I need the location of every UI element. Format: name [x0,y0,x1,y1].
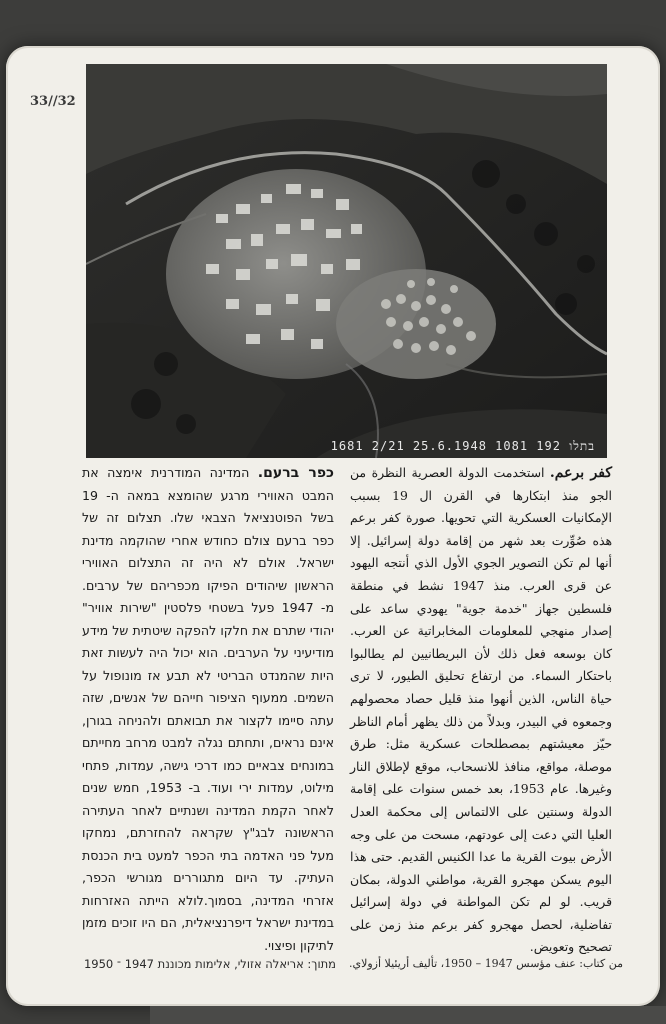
arabic-text-column [350,462,612,959]
arabic-body: استخدمت الدولة العصرية النظرة من الجو منذ ابتكارها في القرن ال 19 بسبب الإمكانيات العسكرية التي تحويها. صورة كفر برعم هذه صُوِّرت بعد شهر من إقامة دولة إسرائيل. إلا أنها لم تكن التصوير الجوي الأول الذي أنتجه اليهود عن قرى العرب. منذ 1947 نشط في منطقة فلسطين جهاز "خدمة جوية" يهودي ساعد على إصدار منهجي للمعلومات المخابراتية عن العرب. كان بوسعه فعل ذلك لأن البريطانيين لم يطالبوا باحتكار السماء. من ارتفاع تحليق الطيور، لا ترى حياة الناس، الذين أنهوا منذ قليل حصاد محصولهم وجمعوه في البيدر، وبدلاً من ذلك يظهر أمام الناظر حيّز معيشتهم بمصطلحات عسكرية مثل: طرق موصلة، مواقع، منافذ للانسحاب، موقع لإطلاق النار وغيرها. عام 1953، بعد خمس سنوات على إقامة الدولة وسنتين على الالتماس إلى محكمة العدل العليا التي دعت إلى عودتهم، مسحت من على وجه الأرض بيوت القرية ما عدا الكنيس القديم. حتى هذا اليوم يسكن مهجرو القرية، مواطني الدولة، بمكان قريب. لو لم تكن المواطنة في دولة إسرائيل تفاضلية، لحصل مهجرو كفر برعم منذ زمن على تصحيح وتعويض. [350,465,612,955]
arabic-source-citation: من كتاب: عنف مؤسس 1947 – 1950، تأليف أريئيلا أزولاي. [348,957,623,970]
aerial-photo-image [86,64,607,458]
hebrew-text-column [82,462,334,957]
page-number: 33//32 [30,94,76,109]
hebrew-source-citation: מתוך: אריאלה אזולי, אלימות מכוננת 1947 ־ 1950 [83,957,336,971]
aerial-photo [86,64,607,458]
photo-caption: 1681 2/21 25.6.1948 בתלו 192 1081 [330,439,595,453]
page-bottom-edge [150,1006,666,1024]
hebrew-body: המדינה המודרנית אימצה את המבט האווירי מרגע שהומצא במאה ה- 19 בשל הפוטנציאל הצבאי שלו. תצלום זה של כפר ברעם צולם כחודש אחרי שהוקמה מדינת ישראל. אולם לא היה זה התצלום האווירי הראשון שיהודים הפיקו מכפריהם של ערבים. מ- 1947 פעל בשטחי פלסטין "שירות אוויר" יהודי שתרם את חלקו להפקה שיטתית של מידע מודיעיני על הערבים. הוא יכול היה לעשות זאת היות שהמנדט הבריטי לא תבע אז מונופול על השמים. ממעוף הציפור חייהם של אנשים, שזה עתה סיימו לקצור את תבואתם ולהניחה בגורן, אינם נראים, ותחתם נגלה למבט מרחב מחייתם במונחים צבאיים כמו דרכי גישה, עמדות, פתחי מילוט, עמדות ירי ועוד. ב- 1953, חמש שנים לאחר הקמת המדינה ושנתיים לאחר העתירה הראשונה לבג"ץ שקראה להחזרתם, נמחקו מעל פני האדמה בתי הכפר למעט בית הכנסת העתיק. עד היום מתגוררים מגורשי הכפר, אזרחי המדינה, בסמוך.לולא הייתה האזרחות במדינת ישראל דיפרנציאלית, הם היו זוכים מזמן לתיקון ופיצוי. [82,465,334,953]
arabic-heading: كفر برعم. [549,465,613,481]
hebrew-heading: כפר ברעם. [257,465,334,481]
